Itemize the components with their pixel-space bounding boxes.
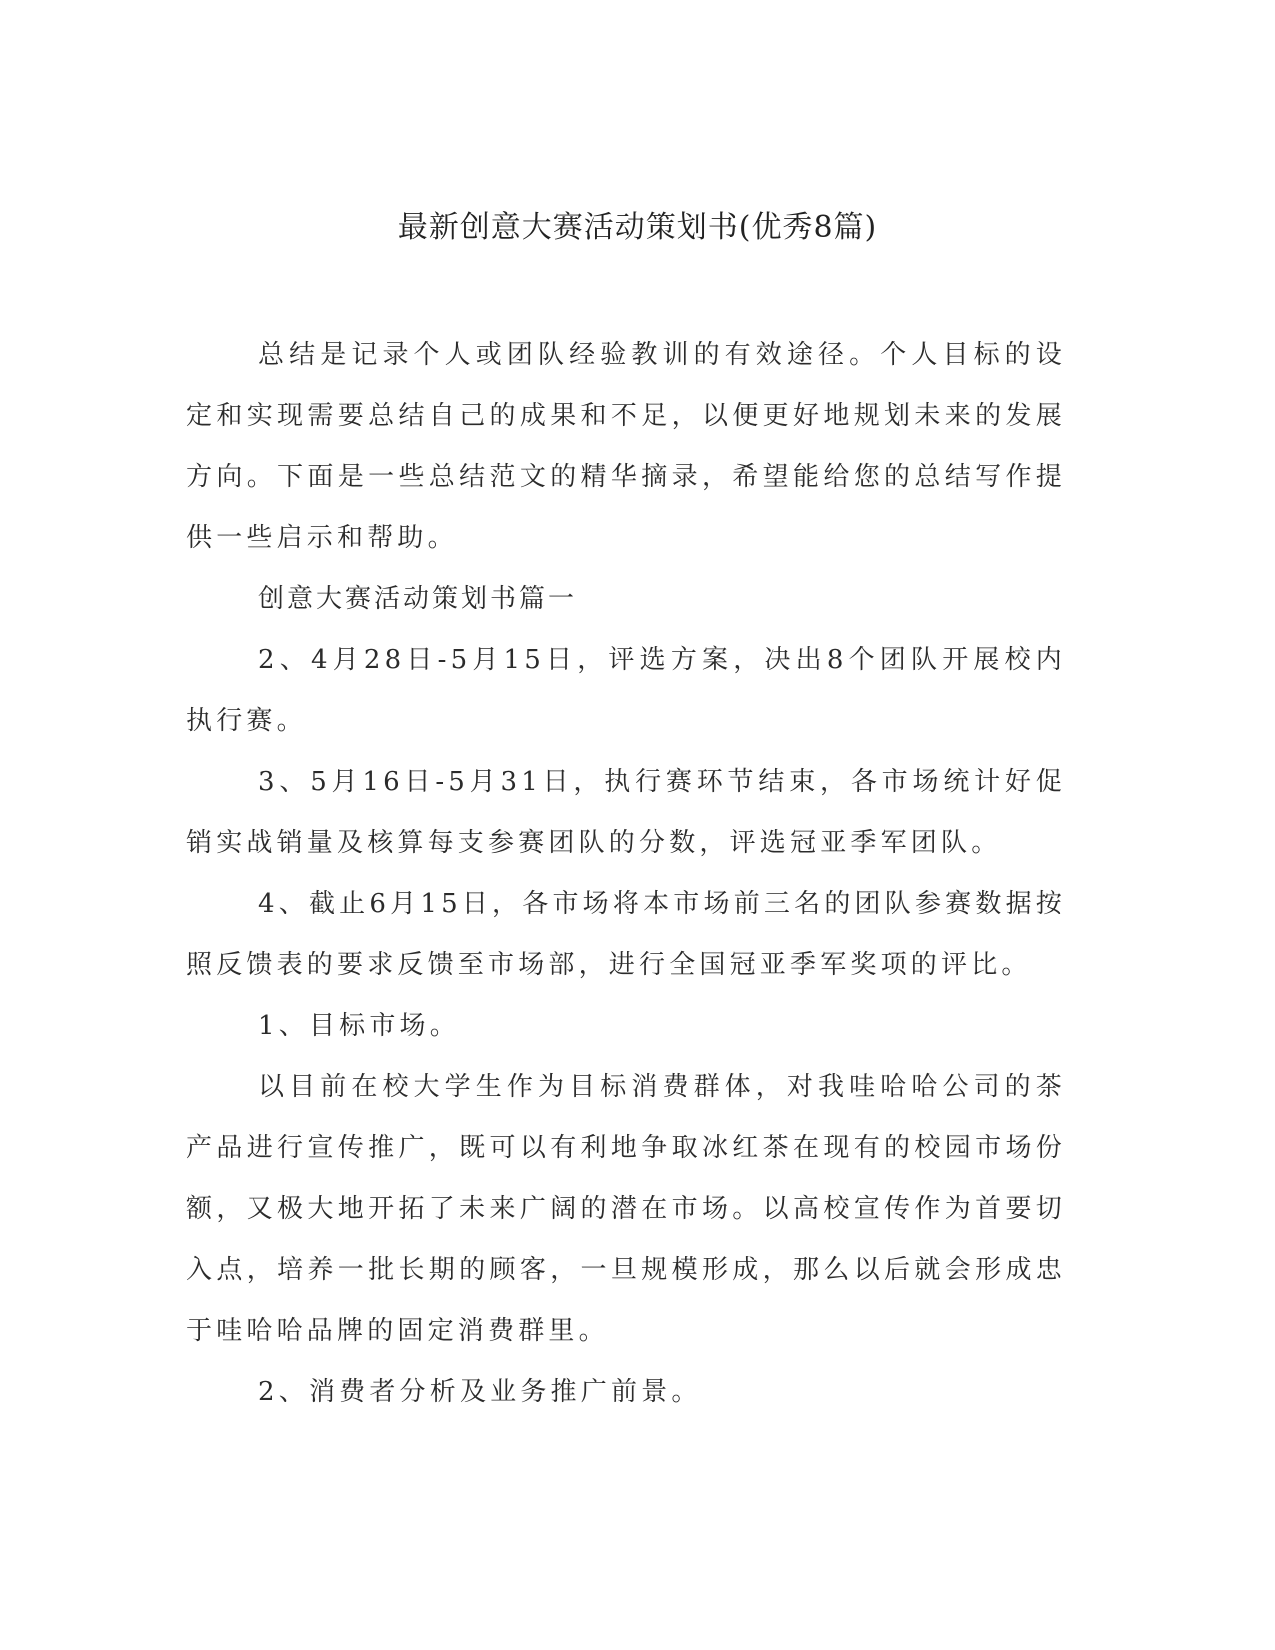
target-market-paragraph: 以目前在校大学生作为目标消费群体，对我哇哈哈公司的茶产品进行宣传推广，既可以有利地争取冰红茶在现有的校园市场份额，又极大地开拓了未来广阔的潜在市场。以高校宣传作为首要切入点，培养一批长期的顾客，一旦规模形成，那么以后就会形成忠于哇哈哈品牌的固定消费群里。 xyxy=(186,1072,1066,1346)
document-body xyxy=(186,325,1066,1423)
section-heading: 创意大赛活动策划书篇一 xyxy=(258,584,578,614)
intro-paragraph: 总结是记录个人或团队经验教训的有效途径。个人目标的设定和实现需要总结自己的成果和不足，以便更好地规划未来的发展方向。下面是一些总结范文的精华摘录，希望能给您的总结写作提供一些启示和帮助。 xyxy=(186,340,1066,553)
schedule-item-4: 4、截止6月15日，各市场将本市场前三名的团队参赛数据按照反馈表的要求反馈至市场部，进行全国冠亚季军奖项的评比。 xyxy=(186,889,1066,980)
schedule-item-3: 3、5月16日-5月31日，执行赛环节结束，各市场统计好促销实战销量及核算每支参赛团队的分数，评选冠亚季军团队。 xyxy=(186,767,1066,858)
document-title: 最新创意大赛活动策划书(优秀8篇) xyxy=(397,210,878,245)
schedule-item-2: 2、4月28日-5月15日，评选方案，决出8个团队开展校内执行赛。 xyxy=(186,645,1066,736)
target-market-heading: 1、目标市场。 xyxy=(258,1011,460,1041)
consumer-analysis-heading: 2、消费者分析及业务推广前景。 xyxy=(258,1377,702,1407)
